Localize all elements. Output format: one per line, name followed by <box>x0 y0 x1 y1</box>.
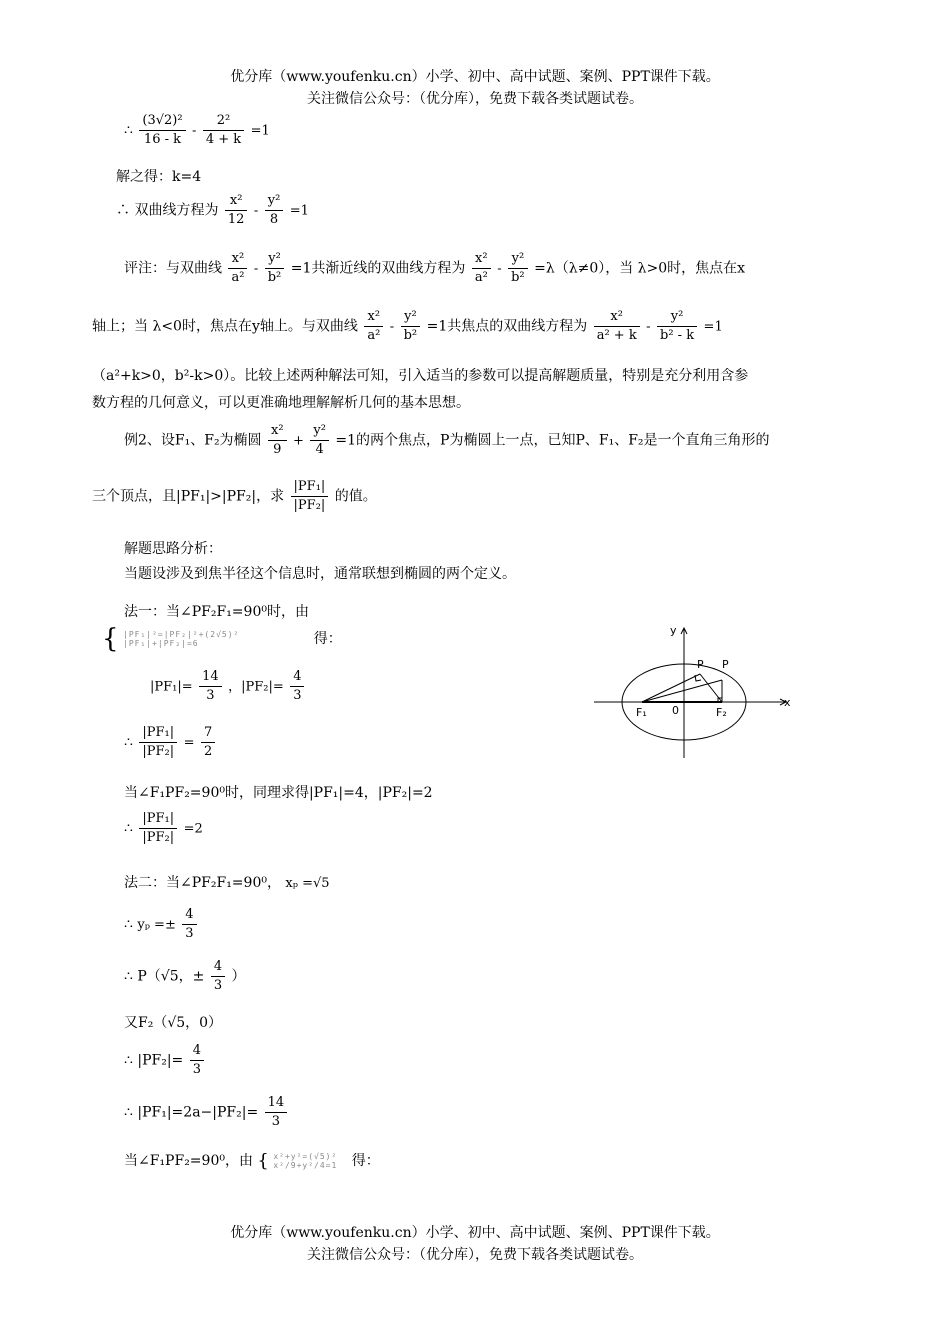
solve-line: 解之得：k=4 <box>116 169 202 185</box>
numerator: 14 <box>265 1094 288 1113</box>
numerator: 4 <box>211 958 225 977</box>
numerator: 4 <box>190 1042 204 1061</box>
denominator: b² - k <box>660 328 695 343</box>
method-2-line-2 <box>124 906 199 943</box>
text: 评注：与双曲线 <box>124 260 222 277</box>
numerator: y² <box>265 192 284 211</box>
fraction <box>225 192 248 229</box>
comment-line-1 <box>124 250 745 287</box>
header-line-2: 关注微信公众号：（优分库），免费下载各类试题试卷。 <box>307 91 643 107</box>
comment-line-3: （a²+k>0，b²-k>0）。比较上述两种解法可知，引入适当的参数可以提高解题质量，特别是充分利用含参 <box>92 368 749 384</box>
denominator: 3 <box>293 688 302 703</box>
equation-rhs: =1 <box>250 123 270 139</box>
numerator: y² <box>265 250 285 269</box>
fraction <box>268 422 287 459</box>
fraction <box>211 958 225 995</box>
numerator: 4 <box>182 906 196 925</box>
text: 双曲线方程为 <box>134 202 219 219</box>
segment-f1-p2 <box>642 680 722 702</box>
fraction <box>291 478 329 515</box>
example-2-line-2 <box>92 478 377 515</box>
fraction <box>290 668 304 705</box>
fraction <box>657 308 697 345</box>
text: xₚ =√5 <box>285 876 330 891</box>
blurred-equation: |PF₁|+|PF₂|=6 <box>123 639 199 648</box>
method-2-line-1 <box>124 872 330 892</box>
text: 例2、设F₁、F₂为椭圆 <box>124 432 262 449</box>
method-1-result-2 <box>124 724 217 761</box>
text: 法二：当∠PF₂F₁=90⁰， <box>124 875 281 891</box>
blurred-equation: |PF₁|²=|PF₂|²+(2√5)² <box>123 630 240 639</box>
equation-1 <box>124 112 270 149</box>
denominator: b² <box>403 328 418 343</box>
analysis-text: 当题设涉及到焦半径这个信息时，通常联想到椭圆的两个定义。 <box>124 566 516 582</box>
fraction <box>265 192 284 229</box>
text: =1的两个焦点，P为椭圆上一点，已知P、F₁、F₂是一个直角三角形的 <box>335 432 770 449</box>
therefore-symbol: ∴ <box>124 968 133 985</box>
text: 当∠F₁PF₂=90⁰，由 <box>124 1153 253 1169</box>
numerator: y² <box>310 422 329 441</box>
fraction <box>182 906 196 943</box>
denominator: 4 + k <box>205 132 242 147</box>
operator: - <box>253 203 259 219</box>
hyperbola-equation <box>116 192 309 229</box>
numerator: y² <box>508 250 528 269</box>
footer-line-2: 关注微信公众号：（优分库），免费下载各类试题试卷。 <box>307 1247 643 1263</box>
numerator: |PF₁| <box>291 478 329 497</box>
fraction <box>508 250 528 287</box>
denominator: 3 <box>206 688 215 703</box>
denominator: 2 <box>203 744 213 759</box>
blurred-equation: x²/9+y²/4=1 <box>273 1161 338 1170</box>
therefore-symbol: ∴ <box>116 202 130 219</box>
operator: - <box>389 319 395 335</box>
fraction <box>310 422 329 459</box>
example-2-line-1 <box>124 422 770 459</box>
therefore-symbol: ∴ <box>124 820 133 837</box>
equation-rhs: =2 <box>183 821 203 837</box>
footer-line-1: 优分库（www.youfenku.cn）小学、初中、高中试题、案例、PPT课件下载。 <box>230 1225 720 1241</box>
text: =1共焦点的双曲线方程为 <box>426 318 588 335</box>
fraction <box>139 112 185 149</box>
text: ） <box>231 968 246 985</box>
numerator: 14 <box>199 668 222 687</box>
equation-rhs: =1 <box>703 319 723 335</box>
denominator: 3 <box>213 978 223 993</box>
point-f1-label: F₁ <box>636 706 647 719</box>
numerator: x² <box>225 192 248 211</box>
text: 三个顶点，且|PF₁|>|PF₂|，求 <box>92 488 285 505</box>
fraction <box>228 250 247 287</box>
text: ，|PF₂|= <box>228 679 284 695</box>
numerator: x² <box>228 250 247 269</box>
method-1-result-4 <box>124 810 203 847</box>
denominator: 3 <box>271 1114 281 1129</box>
numerator: 4 <box>290 668 304 687</box>
denominator: |PF₂| <box>293 498 326 513</box>
text: P（√5，± <box>137 968 205 985</box>
text: 轴上；当 λ<0时，焦点在y轴上。与双曲线 <box>92 318 358 335</box>
brace: { <box>102 624 119 654</box>
method-1-result-1 <box>150 668 306 705</box>
ellipse-figure <box>590 618 800 768</box>
denominator: |PF₂| <box>142 830 175 845</box>
method-1-line-3: 当∠F₁PF₂=90⁰时，同理求得|PF₁|=4，|PF₂|=2 <box>124 785 433 801</box>
therefore-symbol: ∴ <box>124 122 133 139</box>
blurred-equation-system <box>273 1152 337 1170</box>
method-1-title: 法一：当∠PF₂F₁=90⁰时，由 <box>124 604 309 620</box>
therefore-symbol: ∴ <box>124 734 133 751</box>
origin-label: 0 <box>672 704 679 717</box>
denominator: 3 <box>192 1062 202 1077</box>
comment-line-2 <box>92 308 723 345</box>
numerator: x² <box>268 422 287 441</box>
denominator: 16 - k <box>143 132 181 147</box>
text: |PF₂|= <box>137 1052 184 1069</box>
numerator: x² <box>594 308 640 327</box>
denominator: a² <box>474 270 488 285</box>
text: 得： <box>351 1153 380 1169</box>
denominator: b² <box>267 270 282 285</box>
fraction <box>265 250 285 287</box>
denominator: 9 <box>273 442 282 457</box>
therefore-symbol: ∴ <box>124 1104 133 1121</box>
fraction <box>203 112 244 149</box>
fraction <box>594 308 640 345</box>
fraction <box>401 308 421 345</box>
fraction <box>472 250 491 287</box>
numerator: 7 <box>201 724 215 743</box>
blurred-equation: x²+y²=(√5)² <box>273 1152 338 1161</box>
method-1-system <box>102 624 342 654</box>
point-f2-label: F₂ <box>716 706 727 719</box>
denominator: b² <box>511 270 525 285</box>
numerator: x² <box>472 250 491 269</box>
fraction <box>139 724 177 761</box>
operator: = <box>183 735 195 751</box>
denominator: 4 <box>315 442 324 457</box>
operator: - <box>497 261 502 277</box>
x-axis-label: x <box>784 696 791 709</box>
denominator: 8 <box>269 212 279 227</box>
text: 得： <box>313 631 342 647</box>
operator: - <box>192 123 197 139</box>
fraction <box>190 1042 204 1079</box>
fraction <box>199 668 222 705</box>
denominator: |PF₂| <box>142 744 175 759</box>
denominator: 3 <box>185 926 194 941</box>
fraction <box>265 1094 288 1131</box>
denominator: a² + k <box>596 328 637 343</box>
equation-rhs: =1 <box>289 203 309 219</box>
numerator: (3√2)² <box>139 112 185 131</box>
text: |PF₁|=2a−|PF₂|= <box>137 1104 259 1121</box>
numerator: x² <box>364 308 383 327</box>
denominator: a² <box>367 328 381 343</box>
text: 的值。 <box>334 488 377 505</box>
text: yₚ =± <box>137 917 176 933</box>
numerator: |PF₁| <box>139 724 177 743</box>
fraction <box>364 308 383 345</box>
denominator: a² <box>231 270 245 285</box>
operator: - <box>646 319 651 335</box>
point-p-label: P <box>722 658 729 671</box>
therefore-symbol: ∴ <box>124 1052 133 1069</box>
method-2-line-7 <box>124 1150 380 1172</box>
brace: { <box>257 1150 269 1172</box>
numerator: y² <box>401 308 421 327</box>
method-2-line-4: 又F₂（√5，0） <box>124 1015 223 1031</box>
method-2-line-3 <box>124 958 246 995</box>
analysis-title: 解题思路分析： <box>124 541 222 557</box>
comment-line-4: 数方程的几何意义，可以更准确地理解解析几何的基本思想。 <box>92 395 470 411</box>
method-2-line-6 <box>124 1094 289 1131</box>
operator: + <box>293 433 304 449</box>
therefore-symbol: ∴ <box>124 916 133 933</box>
point-p-label: P <box>697 658 704 671</box>
text: =1共渐近线的双曲线方程为 <box>290 260 466 277</box>
y-axis-label: y <box>670 624 677 637</box>
header-line-1: 优分库（www.youfenku.cn）小学、初中、高中试题、案例、PPT课件下载。 <box>230 69 720 85</box>
text: =λ（λ≠0），当 λ>0时，焦点在x <box>534 260 746 277</box>
numerator: 2² <box>203 112 244 131</box>
fraction <box>201 724 215 761</box>
blurred-equation-system <box>123 630 239 648</box>
denominator: 12 <box>227 212 245 227</box>
numerator: |PF₁| <box>139 810 177 829</box>
method-2-line-5 <box>124 1042 206 1079</box>
numerator: y² <box>657 308 697 327</box>
text: |PF₁|= <box>150 679 193 695</box>
fraction <box>139 810 177 847</box>
operator: - <box>253 261 259 277</box>
